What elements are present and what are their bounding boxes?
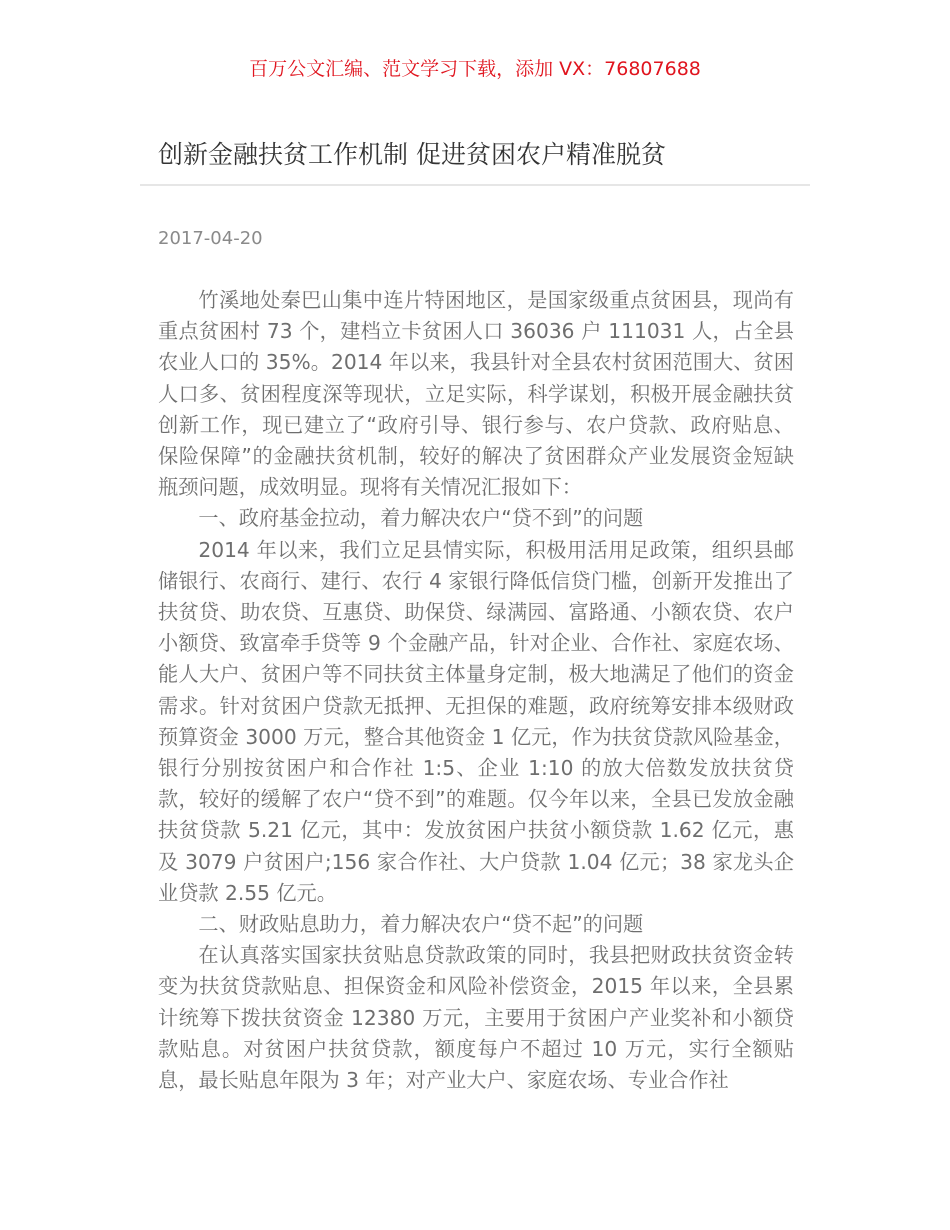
article-paragraph-intro: 竹溪地处秦巴山集中连片特困地区，是国家级重点贫困县，现尚有重点贫困村 73 个，建档立卡贫困人口 36036 户 111031 人，占全县农业人口的 35%。2014 年以来，我县针对全县农村贫困范围大、贫困人口多、贫困程度深等现状，立足实际，科学谋划，积极开展金融扶贫创新工作，现已建立了“政府引导、银行参与、农户贷款、政府贴息、保险保障”的金融扶贫机制，较好的解决了贫困群众产业发展资金短缺瓶颈问题，成效明显。现将有关情况汇报如下：: [158, 288, 794, 500]
article-title: 创新金融扶贫工作机制 促进贫困农户精准脱贫: [158, 140, 666, 169]
title-divider: [140, 184, 810, 186]
article-body: [158, 285, 794, 1096]
watermark-banner: 百万公文汇编、范文学习下载，添加 VX：76807688: [249, 58, 701, 80]
section-heading-2: 二、财政贴息助力，着力解决农户“贷不起”的问题: [198, 912, 644, 937]
publish-date: 2017-04-20: [158, 228, 263, 249]
section-heading-1: 一、政府基金拉动，着力解决农户“贷不到”的问题: [198, 506, 644, 531]
article-paragraph-section-2: 在认真落实国家扶贫贴息贷款政策的同时，我县把财政扶贫资金转变为扶贫贷款贴息、担保资金和风险补偿资金，2015 年以来，全县累计统筹下拨扶贫资金 12380 万元，主要用于贫困户产业奖补和小额贷款贴息。对贫困户扶贫贷款，额度每户不超过 10 万元，实行全额贴息，最长贴息年限为 3 年；对产业大户、家庭农场、专业合作社: [158, 943, 794, 1093]
article-paragraph-section-1: 2014 年以来，我们立足县情实际，积极用活用足政策，组织县邮储银行、农商行、建行、农行 4 家银行降低信贷门槛，创新开发推出了扶贫贷、助农贷、互惠贷、助保贷、绿满园、富路通、小额农贷、农户小额贷、致富牵手贷等 9 个金融产品，针对企业、合作社、家庭农场、能人大户、贫困户等不同扶贫主体量身定制，极大地满足了他们的资金需求。针对贫困户贷款无抵押、无担保的难题，政府统筹安排本级财政预算资金 3000 万元，整合其他资金 1 亿元，作为扶贫贷款风险基金，银行分别按贫困户和合作社 1:5、企业 1:10 的放大倍数发放扶贫贷款，较好的缓解了农户“贷不到”的难题。仅今年以来，全县已发放金融扶贫贷款 5.21 亿元，其中：发放贫困户扶贫小额贷款 1.62 亿元，惠及 3079 户贫困户;156 家合作社、大户贷款 1.04 亿元；38 家龙头企业贷款 2.55 亿元。: [158, 537, 794, 905]
